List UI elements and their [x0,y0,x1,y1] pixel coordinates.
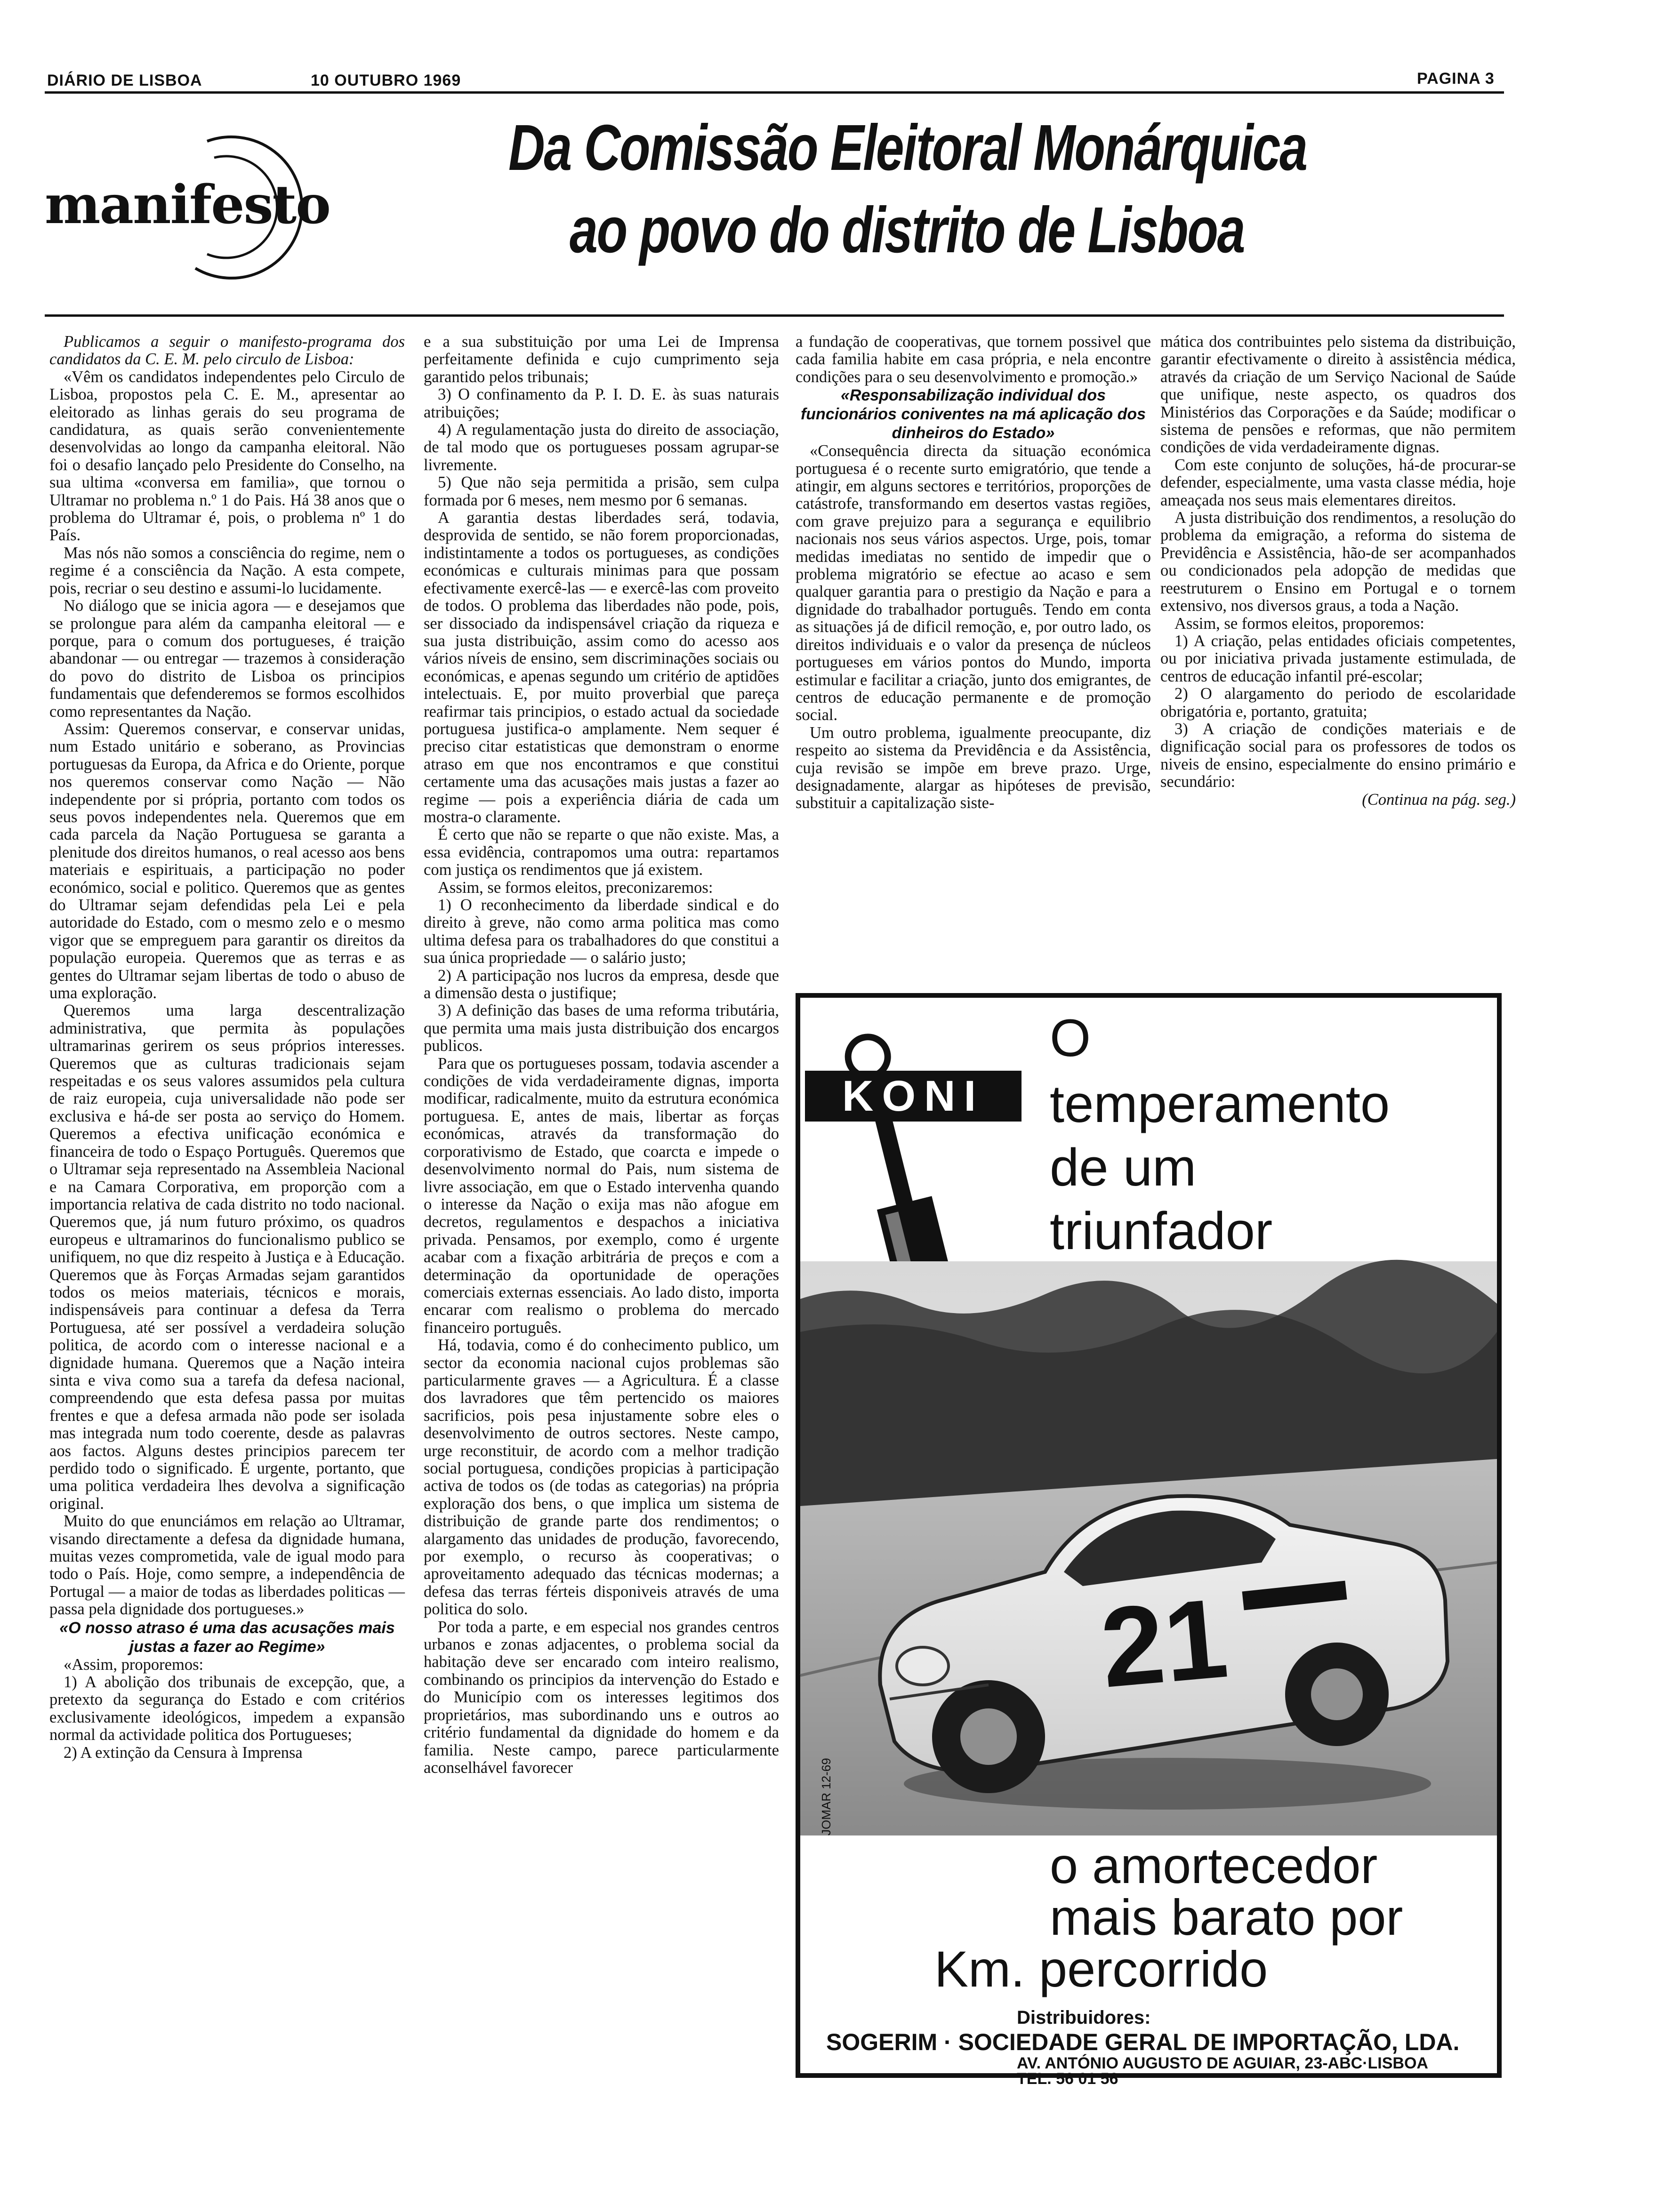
article-column-1 [49,333,405,1762]
headline-line-1: Da Comissão Eleitoral Monárquica [508,112,1307,184]
article-paragraph: No diálogo que se inicia agora — e desejamos que se prolongue para além da campanha eleitoral — e porque, para o comum dos portugueses, é traição abandonar — ou entregar — trazemos à consideração do povo do distrito de Lisboa os principios fundamentais que defenderemos se formos escolhidos como representantes da Nação. [49,597,405,721]
article-paragraph: e a sua substituição por uma Lei de Imprensa perfeitamente definida e cujo cumprimento seja garantido pelos tribunais; [424,333,779,386]
ad-distributor-address: AV. ANTÓNIO AUGUSTO DE AGUIAR, 23-ABC·LISBOA [1017,2054,1428,2072]
article-paragraph: A justa distribuição dos rendimentos, a resolução do problema da emigração, a reforma do sistema de Previdência e Assistência, hão-de ser acompanhados ou condicionados pela adopção de medidas que reestruturem o Ensino em Portugal e o tornem extensivo, nos diversos graus, a toda a Nação. [1160,509,1516,615]
headline-rule [45,314,1504,317]
article-paragraph: 2) A extinção da Censura à Imprensa [64,1743,303,1762]
article-paragraph: Assim, se formos eleitos, proporemos: [1174,614,1424,633]
koni-logo [805,1071,1022,1122]
ad-distributor-name: SOGERIM · SOCIEDADE GERAL DE IMPORTAÇÃO, LDA. [826,2029,1460,2055]
manifesto-logo-text: manifesto [45,174,330,236]
article-column-2 [424,333,779,1777]
article-paragraph: mática dos contribuintes pelo sistema da distribuição, garantir efectivamente o direito à assistência médica, através da criação de um Serviço Nacional de Saúde que unifique, neste aspecto, os quadros dos Ministérios das Corporações e da Saúde; modificar o sistema de pensões e reformas, que não permitem condições de vida verdadeiramente dignas. [1160,333,1516,457]
masthead-page-number: PAGINA 3 [1417,70,1495,88]
article-column-4 [1160,333,1516,809]
car-number: 21 [1096,1574,1232,1711]
article-paragraph: Para que os portugueses possam, todavia ascender a condições de vida verdadeiramente dignas, importa modificar, radicalmente, muito da estrutura económica portuguesa. E, antes de mais, libertar as forças económicas, através da transformação do corporativismo de Estado, que coarcta e impede o desenvolvimento normal do Pais, num sistema de livre associação, em que o Estado intervenha quando o interesse da Nação o exija mas não afogue em decretos, regulamentos e despachos a iniciativa privada. Pensamos, por exemplo, como é urgente acabar com a fixação arbitrária de preços e com a determinação da oportunidade de operações comerciais externas essenciais. Ao lado disto, importa encarar com realismo o problema do mercado financeiro português. [424,1054,779,1337]
article-paragraph: 1) A criação, pelas entidades oficiais competentes, ou por iniciativa privada justamente estimulada, de centros de educação infantil pré-escolar; [1160,632,1516,685]
article-paragraph: 2) A participação nos lucros da empresa, desde que a dimensão desta o justifique; [424,966,779,1002]
ad-tagline-line-3: Km. percorrido [934,1940,1268,1997]
article-paragraph: 5) Que não seja permitida a prisão, sem culpa formada por 6 meses, nem mesmo por 6 semanas. [424,473,779,509]
article-paragraph: «Assim, proporemos: [64,1655,204,1674]
ad-agency-credit: JOMAR 12-69 [819,1758,833,1835]
article-paragraph: 3) A definição das bases de uma reforma tributária, que permita uma mais justa distribuição dos encargos publicos. [424,1002,779,1055]
article-paragraph: «Vêm os candidatos independentes pelo Circulo de Lisboa, propostos pela C. E. M., apresentar ao eleitorado as linhas gerais do seu programa de candidatura, as quais serão convenientemente desenvolvidas ao longo da campanha eleitoral. Não foi o desafio lançado pelo Presidente do Conselho, na sua ultima «conversa em familia», que tornou o Ultramar no problema n.º 1 do Pais. Há 38 anos que o problema do Ultramar é, pois, o problema nº 1 do País. [49,368,405,545]
ad-tagline-line-2: mais barato por [1050,1889,1403,1946]
article-paragraph: Assim: Queremos conservar, e conservar unidas, num Estado unitário e soberano, as Provincias portuguesas da Europa, da Africa e do Oriente, porque nos queremos conservar como Nação — Não independente por si própria, portanto com todos os seus povos independentes nela. Queremos que em cada parcela da Nação Portuguesa se garanta a plenitude dos direitos humanos, o real acesso aos bens materiais e espirituais, a participação no poder económico, social e politico. Queremos que as gentes do Ultramar sejam defendidas pela Lei e pela autoridade do Estado, com o mesmo zelo e o mesmo vigor que se empreguem para garantir os direitos da população europeia. Queremos que as terras e as gentes do Ultramar sejam libertas de todo o abuso de uma exploração. [49,720,405,1002]
ad-headline-line-4: triunfador [1050,1202,1273,1260]
article-paragraph: a fundação de cooperativas, que tornem possivel que cada familia habite em casa própria, e nela encontre condições para o seu desenvolvimento e promoção.» [796,333,1151,386]
masthead-date: 10 OUTUBRO 1969 [311,72,461,89]
masthead-rule [45,91,1504,94]
race-car-photo [800,1261,1497,1835]
article-paragraph: 4) A regulamentação justa do direito de associação, de tal modo que os portugueses possam agrupar-se livremente. [424,421,779,474]
article-paragraph: Muito do que enunciámos em relação ao Ultramar, visando directamente a defesa da dignidade humana, muitas vezes comprometida, vale de igual modo para todo o País. Hoje, como sempre, a independência de Portugal — a maior de todas as liberdades politicas — passa pela dignidade dos portugueses.» [49,1512,405,1619]
ad-headline-line-2: temperamento [1050,1074,1390,1133]
article-paragraph: 1) O reconhecimento da liberdade sindical e do direito à greve, não como arma politica mas como ultima defesa para os trabalhadores do que constitui a sua única propriedade — o salário justo; [424,896,779,967]
article-paragraph: Há, todavia, como é do conhecimento publico, um sector da economia nacional cujos problemas são particularmente graves — a Agricultura. É a classe dos lavradores que têm pertencido os maiores sacrificios, pois pesa injustamente sobre eles o desenvolvimento de outros sectores. Neste campo, urge reconstituir, de acordo com a melhor tradição social portuguesa, condições propicias à participação activa de todos os (de todas as categorias) na própria exploração dos bens, o que implica um sistema de distribuição de grande parte dos rendimentos; o alargamento das unidades de produção, favorecendo, por exemplo, o recurso às cooperativas; o aproveitamento adequado das técnicas modernas; a defesa das terras férteis disponiveis através de uma politica do solo. [424,1336,779,1619]
ad-headline-line-3: de um [1050,1138,1197,1197]
article-paragraph: Com este conjunto de soluções, há-de procurar-se defender, especialmente, uma vasta classe média, hoje ameaçada nos seus mais elementares direitos. [1160,456,1516,509]
article-paragraph: Por toda a parte, e em especial nos grandes centros urbanos e zonas adjacentes, o problema social da habitação deve ser encarado com inteiro realismo, combinando os principios da intervenção do Estado e do Município com os interesses legitimos dos proprietários, mas subordinando uns e outros ao critério fundamental da dignidade do homem e da familia. Neste campo, parece particularmente aconselhável favorecer [424,1618,779,1777]
article-paragraph: Um outro problema, igualmente preocupante, diz respeito ao sistema da Previdência e da Assistência, cuja revisão se impõe em breve prazo. Urge, designadamente, alargar as hipóteses de previsão, substituir a capitalização siste- [796,723,1151,812]
article-paragraph: 3) A criação de condições materiais e de dignificação social para os professores de todos os niveis de ensino, especialmente do ensino primário e secundário: [1160,720,1516,791]
article-paragraph: «Consequência directa da situação económica portuguesa é o recente surto emigratório, que tende a atingir, em alguns sectores e territórios, proporções de catástrofe, transformando em desertos vastas regiões, com grave prejuizo para a segurança e equilibrio nacionais nos seus vários aspectos. Urge, pois, tomar medidas imediatas no sentido de impedir que o problema migratório se efectue ao acaso e sem qualquer garantia para o prestigio da Nação e para a dignidade do trabalhador português. Tendo em conta as situações já de dificil remoção, e, por outro lado, os direitos individuais e o valor da presença de núcleos portugueses em vários pontos do Mundo, importa estimular e facilitar a criação, junto dos emigrantes, de centros de educação permanente e de promoção social. [796,442,1151,724]
koni-advertisement [796,993,1502,2088]
section-subheading: «Responsabilização individual dos funcionários coniventes na má aplicação dos dinheiros do Estado» [800,386,1146,442]
article-column-3 [796,333,1151,812]
article-paragraph: 1) A abolição dos tribunais de excepção, que, a pretexto da segurança do Estado e com critérios exclusivamente ideológicos, impedem a expansão normal da actividade politica dos Portugueses; [49,1673,405,1744]
koni-logo-text: KONI [842,1072,984,1120]
manifesto-logo [45,113,351,301]
article-paragraph: Assim, se formos eleitos, preconizaremos: [438,878,713,897]
article-paragraph: 3) O confinamento da P. I. D. E. às suas naturais atribuições; [424,385,779,421]
ad-distributor-phone: TEL. 56 01 56 [1017,2070,1118,2088]
article-paragraph: 2) O alargamento do periodo de escolaridade obrigatória e, portanto, gratuita; [1160,685,1516,721]
ad-tagline-line-1: o amortecedor [1050,1837,1378,1894]
ad-headline-line-1: O [1050,1009,1091,1067]
continued-note: (Continua na pág. seg.) [1362,790,1516,809]
article-paragraph: Publicamos a seguir o manifesto-programa dos candidatos da C. E. M. pelo circulo de Lisboa: [49,333,405,369]
section-subheading: «O nosso atraso é uma das acusações mais justas a fazer ao Regime» [59,1619,395,1656]
article-paragraph: É certo que não se reparte o que não existe. Mas, a essa evidência, contrapomos uma outra: repartamos com justiça os rendimentos que já existem. [424,825,779,879]
article-paragraph: A garantia destas liberdades será, todavia, desprovida de sentido, se não forem proporcionadas, indistintamente a todos os portugueses, as condições económicas e culturais minimas para que possam efectivamente exercê-las — e exercê-las com proveito de todos. O problema das liberdades não pode, pois, ser dissociado da indispensável criação da riqueza e sua justa distribuição, assim como do acesso aos vários níveis de ensino, sem discriminações sociais ou económicas, e apenas segundo um critério de aptidões intelectuais. E, por muito proverbial que pareça reafirmar tais principios, o estado actual da sociedade portuguesa justifica-o amplamente. Nem sequer é preciso citar estatisticas que demonstram o enorme atraso em que nos encontramos e que constitui certamente uma das acusações mais justas a fazer ao regime — pois a experiência diária de cada um mostra-o claramente. [424,509,779,826]
ad-distributors-label: Distribuidores: [1017,2007,1151,2028]
article-paragraph: Mas nós não somos a consciência do regime, nem o regime é a consciência da Nação. A esta compete, pois, recriar o seu destino e assumi-lo lucidamente. [49,544,405,597]
headline-line-2: ao povo do distrito de Lisboa [570,194,1245,266]
masthead-paper-name: DIÁRIO DE LISBOA [47,72,202,89]
article-paragraph: Queremos uma larga descentralização administrativa, que permita às populações ultramarinas gerirem os seus próprios interesses. Queremos que as culturas tradicionais sejam respeitadas e os seus valores assumidos pela cultura de raiz europeia, cuja universalidade não pode ser exclusiva e há-de ser posta ao serviço do Homem. Queremos a efectiva unificação económica e financeira de todo o Espaço Português. Queremos que o Ultramar seja representado na Assembleia Nacional e na Camara Corporativa, em proporção com a importancia relativa de cada distrito no todo nacional. Queremos que, já num futuro próximo, os quadros europeus e ultramarinos do funcionalismo publico se unifiquem, no que diz respeito à Justiça e à Educação. Queremos que às Forças Armadas sejam garantidos todos os meios materiais, técnicos e morais, indispensáveis para continuar a defesa da Terra Portuguesa, até ser possível a verdadeira solução politica, de acordo com o interesse nacional e a dignidade humana. Queremos que a Nação inteira sinta e viva como sua a tarefa da defesa nacional, compreendendo que esta defesa passa por muitas frentes e que a defesa armada não pode ser isolada mas integrada num todo coerente, desde as palavras aos factos. Alguns destes principios parecem ter perdido todo o significado. É urgente, portanto, que uma politica verdadeira lhes devolva a significação original. [49,1002,405,1513]
